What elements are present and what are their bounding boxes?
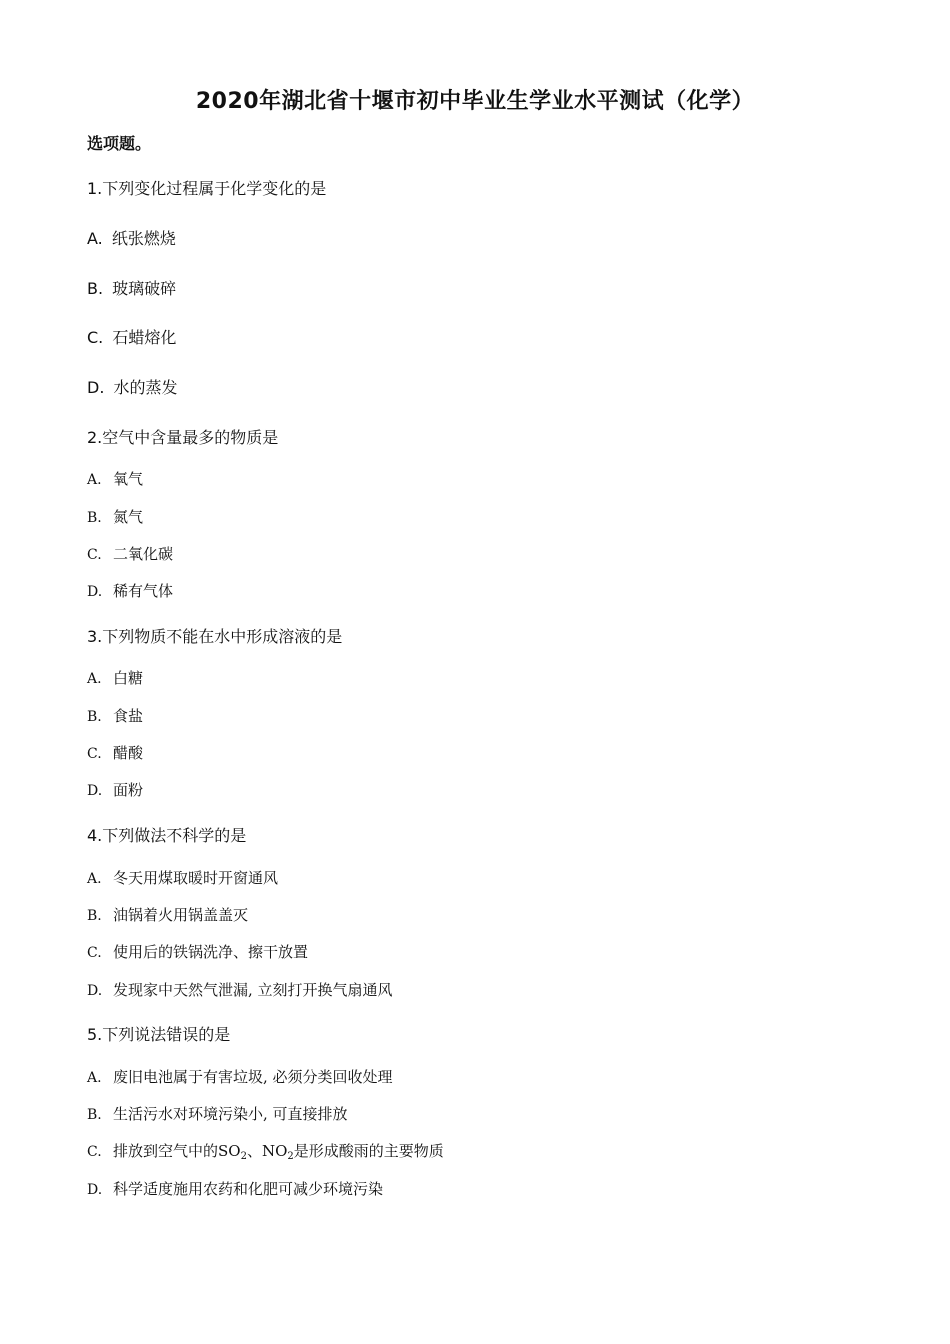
option-text: 醋酸 bbox=[113, 744, 144, 762]
question-4-option-d bbox=[87, 979, 393, 1000]
option-text: 氮气 bbox=[113, 508, 144, 526]
option-text-mid: 、NO bbox=[246, 1142, 288, 1160]
option-letter: D. bbox=[87, 584, 103, 600]
option-letter: C. bbox=[87, 328, 104, 347]
option-text: 发现家中天然气泄漏, 立刻打开换气扇通风 bbox=[113, 981, 393, 999]
question-3-option-a bbox=[87, 667, 143, 688]
option-letter: C. bbox=[87, 547, 102, 563]
option-text: 二氧化碳 bbox=[113, 545, 174, 563]
question-1-stem: 1.下列变化过程属于化学变化的是 bbox=[87, 179, 327, 198]
question-3-option-b bbox=[87, 705, 143, 726]
option-text: 科学适度施用农药和化肥可减少环境污染 bbox=[113, 1180, 384, 1198]
option-text: 稀有气体 bbox=[113, 582, 174, 600]
option-text: 使用后的铁锅洗净、擦干放置 bbox=[113, 943, 309, 961]
option-text: 生活污水对环境污染小, 可直接排放 bbox=[113, 1105, 348, 1123]
option-letter: B. bbox=[87, 1107, 102, 1123]
option-text: 水的蒸发 bbox=[113, 378, 178, 397]
page-title: 2020年湖北省十堰市初中毕业生学业水平测试（化学） bbox=[195, 89, 755, 114]
option-letter: B. bbox=[87, 510, 102, 526]
question-2-option-a bbox=[87, 468, 143, 489]
option-text: 纸张燃烧 bbox=[111, 229, 176, 248]
question-1-option-d bbox=[87, 375, 178, 398]
option-letter: D. bbox=[87, 983, 103, 999]
option-letter: B. bbox=[87, 908, 102, 924]
option-text: 油锅着火用锅盖盖灭 bbox=[113, 906, 249, 924]
option-letter: A. bbox=[87, 871, 102, 887]
option-letter: D. bbox=[87, 783, 103, 799]
question-2-option-b bbox=[87, 506, 143, 527]
option-text: 玻璃破碎 bbox=[112, 279, 177, 298]
option-letter: C. bbox=[87, 746, 102, 762]
option-text: 冬天用煤取暖时开窗通风 bbox=[113, 869, 279, 887]
section-heading: 选项题。 bbox=[87, 134, 152, 153]
question-3-stem: 3.下列物质不能在水中形成溶液的是 bbox=[87, 627, 343, 646]
question-5-option-d bbox=[87, 1178, 383, 1199]
question-4-option-b bbox=[87, 904, 248, 925]
question-5-option-c bbox=[87, 1140, 444, 1162]
question-2-option-c bbox=[87, 543, 173, 564]
option-text: 废旧电池属于有害垃圾, 必须分类回收处理 bbox=[113, 1068, 393, 1086]
option-text: 面粉 bbox=[113, 781, 144, 799]
option-letter: D. bbox=[87, 1182, 103, 1198]
question-5-stem: 5.下列说法错误的是 bbox=[87, 1025, 231, 1044]
option-text-pre: 排放到空气中的SO bbox=[113, 1142, 241, 1160]
question-3-option-d bbox=[87, 779, 143, 800]
option-letter: A. bbox=[87, 472, 102, 488]
option-letter: C. bbox=[87, 945, 102, 961]
question-1-option-a bbox=[87, 226, 176, 249]
option-letter: A. bbox=[87, 671, 102, 687]
option-text-post: 是形成酸雨的主要物质 bbox=[293, 1142, 444, 1160]
option-letter: A. bbox=[87, 229, 103, 248]
subscript: 2 bbox=[240, 1151, 247, 1162]
question-5-option-b bbox=[87, 1103, 348, 1124]
question-1-option-b bbox=[87, 276, 176, 299]
option-text: 石蜡熔化 bbox=[112, 328, 177, 347]
option-letter: B. bbox=[87, 709, 102, 725]
question-4-option-c bbox=[87, 941, 308, 962]
option-text: 食盐 bbox=[113, 707, 144, 725]
option-letter: C. bbox=[87, 1144, 102, 1160]
subscript: 2 bbox=[287, 1151, 294, 1162]
question-2-stem: 2.空气中含量最多的物质是 bbox=[87, 428, 279, 447]
option-letter: B. bbox=[87, 279, 104, 298]
question-3-option-c bbox=[87, 742, 143, 763]
question-4-option-a bbox=[87, 867, 278, 888]
question-2-option-d bbox=[87, 580, 173, 601]
option-text: 白糖 bbox=[113, 669, 144, 687]
question-5-option-a bbox=[87, 1066, 393, 1087]
option-letter: A. bbox=[87, 1070, 102, 1086]
question-4-stem: 4.下列做法不科学的是 bbox=[87, 826, 247, 845]
option-text: 氧气 bbox=[113, 470, 144, 488]
question-1-option-c bbox=[87, 325, 176, 348]
option-letter: D. bbox=[87, 378, 105, 397]
